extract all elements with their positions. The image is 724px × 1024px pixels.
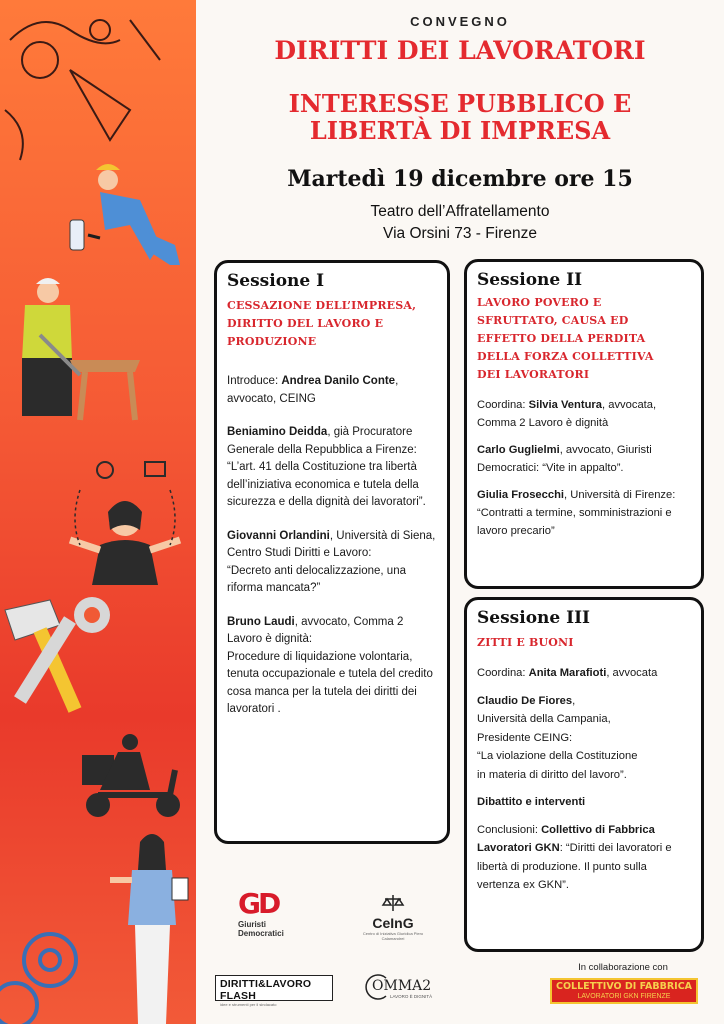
comma2-logo (362, 972, 442, 1006)
speaker-affiliation-2: Presidente CEING: (477, 731, 573, 744)
speaker-role: , Università di Firenze: “Contratti a termine, somministrazioni e lavoro precario” (477, 489, 676, 537)
concl-name: Collettivo di Fabbrica Lavoratori GKN (477, 823, 655, 854)
gd-text-l1: Giuristi (238, 920, 267, 929)
comma-title: OMMA2 (372, 978, 432, 994)
session-2-subtitle-l4: DELLA FORZA COLLETTIVA (477, 350, 654, 363)
session-3-subtitle: ZITTI E BUONI (477, 636, 574, 649)
speaker-talk-2: in materia di diritto del lavoro”. (477, 768, 627, 781)
session-3-card (464, 597, 704, 952)
event-subtitle-line2: LIBERTÀ DI IMPRESA (309, 116, 611, 145)
ceing-sub: Centro di Iniziativa Giuridica Piero Calamandrei (362, 931, 424, 941)
intro-label: Introduce: (227, 375, 282, 387)
speaker-talk: “L’art. 41 della Costituzione tra libertà dell’iniziativa economica e tutela della sicurezza e della dignità dei lavoratori”. (227, 461, 426, 508)
scales-icon (381, 893, 405, 913)
tools-sketch-icon (5, 20, 160, 160)
intro-name: Andrea Danilo Conte (281, 375, 396, 387)
coord-role: , avvocata, Comma 2 Lavoro è dignità (477, 399, 657, 429)
event-header (196, 0, 724, 250)
session-3-title: Sessione III (477, 608, 590, 628)
concl-talk: : “Diritti dei lavoratori e libertà di produzione. Il punto sulla vertenza ex GKN”. (477, 842, 672, 891)
speaker-comma: , (572, 694, 576, 707)
giuristi-democratici-logo (238, 887, 294, 944)
event-date: Martedì 19 dicembre ore 15 (287, 166, 633, 192)
session-1-intro (227, 373, 437, 408)
session-1-title: Sessione I (227, 271, 325, 291)
debate-label: Dibattito e interventi (477, 796, 586, 808)
speaker-role: , Università di Siena, Centro Studi Diritti e Lavoro: (227, 529, 436, 559)
speaker-name: Giulia Frosecchi (477, 489, 565, 501)
session-2-subtitle-l2: SFRUTTATO, CAUSA ED (477, 314, 629, 327)
diritti-lavoro-flash-logo (215, 975, 333, 1007)
collaboration-label: In collaborazione con (578, 962, 668, 973)
session-2-speaker-1 (477, 441, 691, 477)
speaker-talk: “Decreto anti delocalizzazione, una riforma mancata?” (227, 564, 406, 594)
session-3-debate (477, 793, 691, 812)
session-2-subtitle-l3: EFFETTO DELLA PERDITA (477, 332, 646, 345)
session-2-card (464, 259, 704, 589)
gd-text (238, 920, 294, 938)
gd-text-l2: Democratici (238, 929, 284, 938)
coord-label: Coordina: (477, 399, 529, 411)
woman-clipboard-icon (110, 834, 188, 1024)
carpenter-icon (22, 278, 140, 420)
hammer-wrench-icon (5, 597, 110, 710)
gkn-sub: LAVORATORI GKN FIRENZE (577, 993, 671, 1000)
session-1-speaker-3 (227, 614, 437, 719)
speaker-role: , avvocato, Giuristi Democratici: “Vite in appalto”. (477, 444, 652, 474)
speaker-talk-1: “La violazione della Costituzione (477, 750, 638, 762)
speaker-name: Beniamino Deidda (227, 426, 328, 438)
comma-c-icon (362, 972, 392, 1002)
session-1-subtitle (227, 297, 437, 351)
dlf-title: DIRITTI&LAVORO FLASH (220, 978, 312, 1002)
gd-mark: GD (238, 887, 279, 920)
session-1-subtitle-l1: CESSAZIONE DELL’IMPRESA, (227, 299, 417, 312)
session-2-subtitle-l5: DEI LAVORATORI (477, 368, 590, 381)
gkn-title: COLLETTIVO DI FABBRICA (555, 981, 693, 992)
speaker-talk: Procedure di liquidazione volontaria, tenuta occupazionale e tutela del credito cosa manca per la tutela dei diritti dei lavoratori . (227, 650, 433, 715)
session-2-subtitle-l1: LAVORO POVERO E (477, 296, 602, 309)
event-subtitle (196, 90, 724, 144)
gears-icon (0, 934, 76, 1024)
venue-address: Via Orsini 73 - Firenze (383, 225, 537, 242)
speaker-affiliation-1: Università della Campania, (477, 713, 611, 725)
session-2-coordinator (477, 396, 691, 432)
illustration-strip (0, 0, 196, 1024)
event-venue (196, 201, 724, 245)
electrician-icon (70, 164, 180, 265)
session-1-card (214, 260, 450, 844)
ceing-name: CeInG (372, 915, 414, 931)
concl-label: Conclusioni: (477, 823, 542, 836)
delivery-scooter-icon (82, 734, 180, 817)
speaker-name: Giovanni Orlandini (227, 529, 330, 542)
comma-sub: LAVORO È DIGNITÀ (390, 994, 433, 999)
session-3-speaker-1 (477, 692, 691, 785)
speaker-name: Bruno Laudi (227, 615, 295, 628)
intro-role: , avvocato, CEING (227, 375, 399, 405)
session-1-subtitle-l2: DIRITTO DEL LAVORO E (227, 317, 384, 330)
session-1-subtitle-l3: PRODUZIONE (227, 335, 317, 348)
session-3-conclusions (477, 821, 691, 895)
event-kicker: CONVEGNO (410, 14, 510, 29)
dlf-sub: idee e strumenti per il sindacato (220, 1002, 277, 1007)
office-worker-icon (70, 462, 180, 585)
speaker-name: Carlo Guglielmi (477, 444, 560, 456)
session-1-speaker-1 (227, 424, 437, 512)
session-2-speaker-2 (477, 486, 691, 540)
venue-name: Teatro dell’Affratellamento (370, 203, 550, 220)
speaker-name: Claudio De Fiores (477, 694, 573, 707)
session-1-speaker-2 (227, 528, 437, 598)
session-2-subtitle (477, 294, 691, 384)
coord-label: Coordina: (477, 667, 529, 679)
speaker-role: , già Procuratore Generale della Repubblica a Firenze: (227, 426, 417, 456)
collettivo-gkn-logo (550, 978, 698, 1004)
coord-role: , avvocata (606, 667, 658, 679)
session-2-title: Sessione II (477, 270, 583, 290)
worker-illustrations (0, 0, 196, 1024)
session-3-coordinator (477, 664, 691, 683)
speaker-role: , avvocato, Comma 2 Lavoro è dignità: (227, 615, 404, 645)
coord-name: Silvia Ventura (528, 399, 602, 411)
ceing-logo (362, 893, 424, 943)
event-subtitle-line1: INTERESSE PUBBLICO E (288, 89, 632, 118)
event-title: DIRITTI DEI LAVORATORI (274, 36, 646, 65)
coord-name: Anita Marafioti (528, 667, 607, 679)
